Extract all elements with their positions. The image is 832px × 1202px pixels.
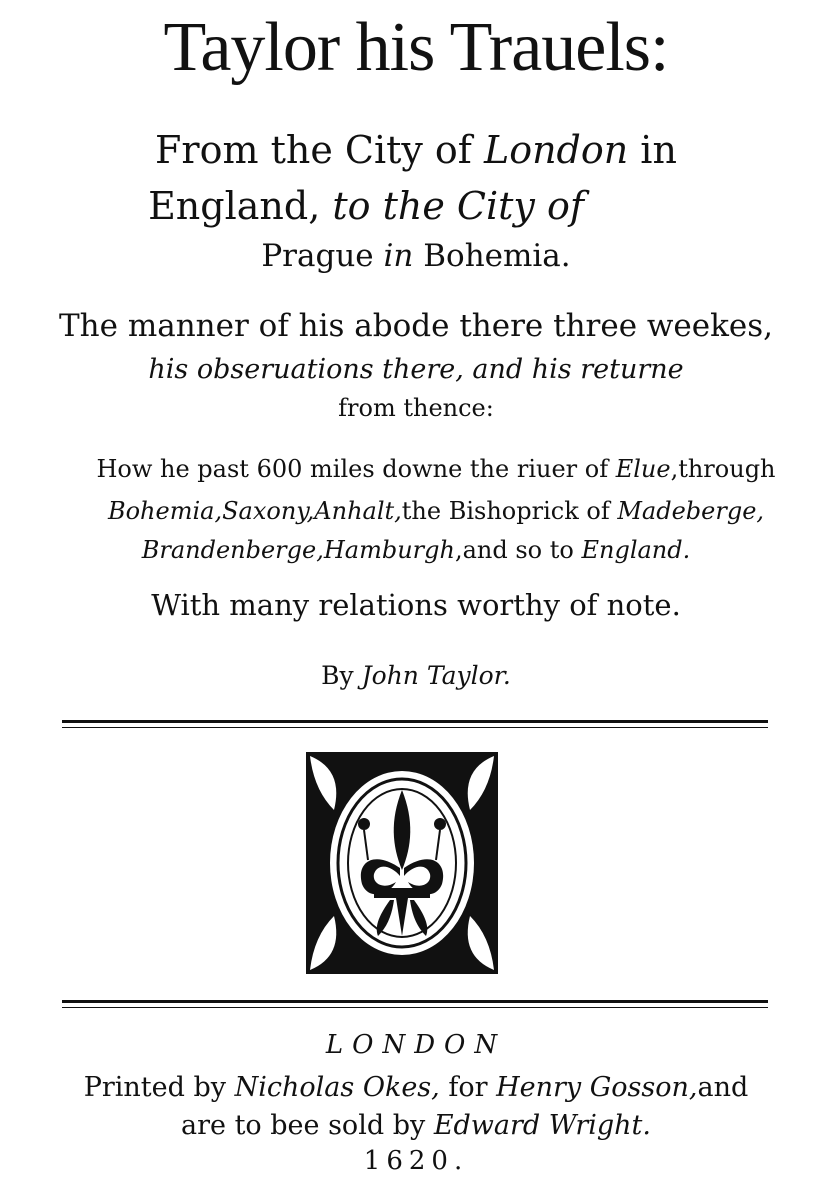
imprint-year: 1620. [363, 1146, 469, 1176]
subtitle-text: From the City of [155, 128, 484, 172]
route-line-3 [0, 534, 832, 566]
subtitle-text: in [628, 128, 677, 172]
subtitle-italic: to the [332, 184, 457, 228]
relations-line: With many relations worthy of note. [151, 588, 681, 622]
imprint-italic: Edward Wright. [433, 1110, 651, 1141]
subtitle-line-1 [0, 126, 832, 174]
route-italic: Brandenberge,Hamburgh [141, 536, 455, 564]
bottom-divider-rule [62, 1000, 768, 1003]
route-italic: Madeberge, [617, 497, 765, 525]
author-by: By [321, 661, 362, 690]
imprint-text: and [697, 1072, 749, 1103]
route-text: ,and so to [454, 536, 582, 564]
subtitle-text: England, [148, 184, 333, 228]
route-text: ,through [670, 455, 776, 483]
author-name: John Taylor. [361, 661, 511, 690]
top-divider-rule [62, 720, 768, 723]
route-italic: England. [581, 536, 691, 564]
route-italic: Elue [615, 455, 671, 483]
manner-line-2 [0, 352, 832, 388]
manner-italic: his obseruations there, and his returne [148, 354, 684, 385]
imprint-line-1 [0, 1070, 832, 1106]
imprint-italic: Henry Gosson, [496, 1072, 698, 1103]
fleur-de-lis-printers-device-icon [304, 750, 500, 976]
route-line-2 [20, 494, 832, 528]
route-text: the Bishoprick of [401, 497, 618, 525]
route-line-1 [20, 452, 832, 486]
subtitle-text: Prague [261, 238, 384, 274]
imprint-line-2 [0, 1108, 832, 1144]
subtitle-italic: London [483, 128, 629, 172]
top-divider-rule-thin [62, 727, 768, 728]
author-line [0, 660, 832, 692]
imprint-italic: Nicholas Okes, [234, 1072, 440, 1103]
subtitle-line-3 [0, 236, 832, 276]
subtitle-italic: in [383, 238, 414, 274]
imprint-city [0, 1028, 832, 1062]
route-text: How he past 600 miles downe the riuer of [96, 455, 616, 483]
imprint-text: for [439, 1072, 497, 1103]
imprint-city-text: LONDON [325, 1030, 507, 1060]
book-title: Taylor his Trauels: [163, 9, 669, 86]
manner-line-3: from thence: [338, 394, 494, 422]
imprint-text: Printed by [83, 1072, 235, 1103]
subtitle-line-2 [0, 182, 782, 230]
subtitle-italic: City of [456, 184, 584, 228]
bottom-divider-rule-thin [62, 1007, 768, 1008]
manner-line-1: The manner of his abode there three weekes, [58, 308, 774, 344]
subtitle-text: Bohemia. [413, 238, 571, 274]
imprint-text: are to bee sold by [181, 1110, 434, 1141]
route-italic: Bohemia,Saxony,Anhalt, [107, 497, 402, 525]
